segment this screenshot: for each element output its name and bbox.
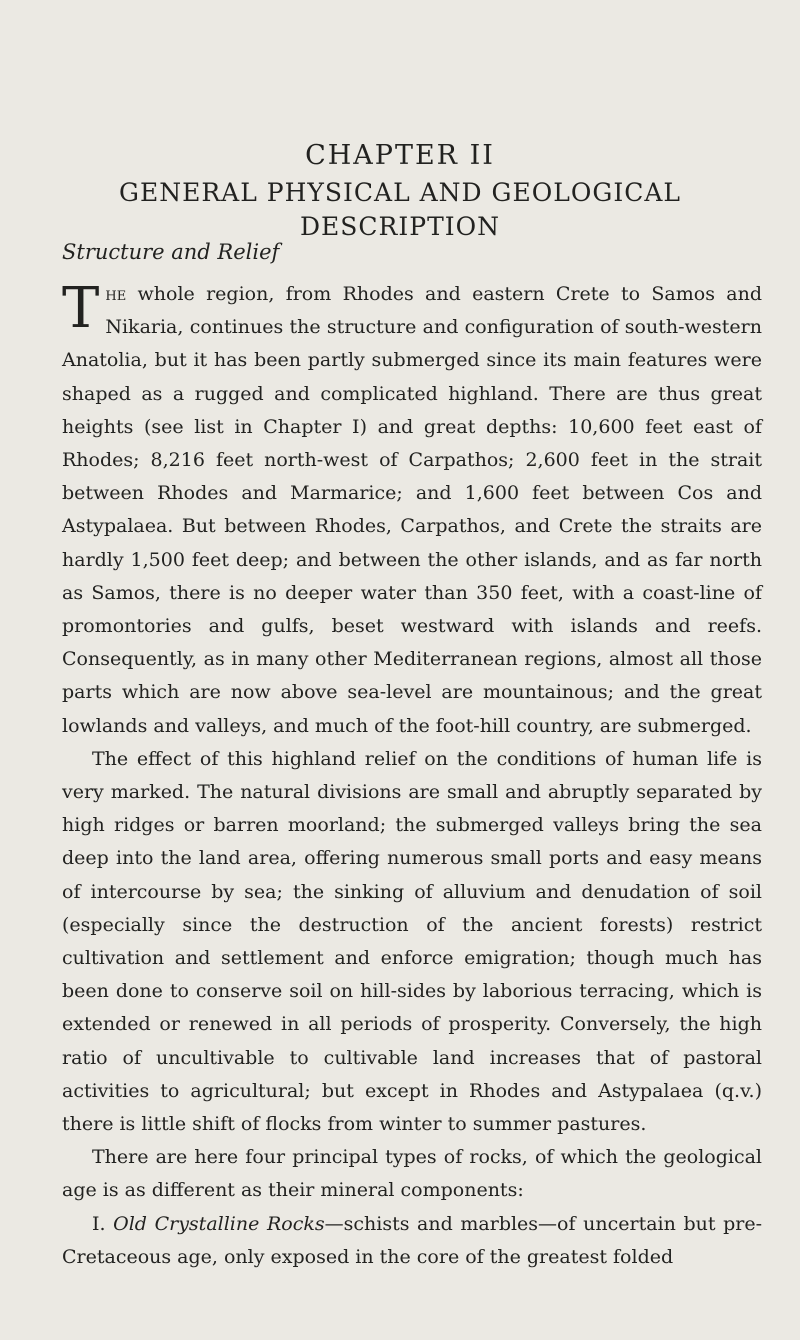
chapter-title-line-1: GENERAL PHYSICAL AND GEOLOGICAL — [119, 178, 681, 207]
paragraph-crystalline-rocks — [62, 1208, 762, 1274]
paragraph-text: whole region, from Rhodes and eastern Crete to Samos and Nikaria, continues the structure and configuration of south-western Anatolia, but it has been partly submerged since its main features were shaped as a rugged and complicated highland. There are thus great heights (see list in Chapter I) and great depths: 10,600 feet east of Rhodes; 8,216 feet north-west of Carpathos; 2,600 feet in the strait between Rhodes and Marmarice; and 1,600 feet between Cos and Astypalaea. But between Rhodes, Carpathos, and Crete the straits are hardly 1,500 feet deep; and between the other islands, and as far north as Samos, there is no deeper water than 350 feet, with a coast-line of promontories and gulfs, beset westward with islands and reefs. Consequently, as in many other Mediterranean regions, almost all those parts which are now above sea-level are mountainous; and the great lowlands and valleys, and much of the foot-hill country, are submerged. — [62, 283, 762, 737]
list-number: I. — [92, 1212, 106, 1235]
rock-type-term: Old Crystalline Rocks — [113, 1212, 325, 1235]
section-heading: Structure and Relief — [62, 240, 280, 264]
paragraph-structure — [62, 278, 762, 743]
drop-cap: T — [62, 276, 100, 341]
paragraph-rock-types: There are here four principal types of rocks, of which the geological age is as different as their mineral components: — [62, 1146, 762, 1202]
lead-small-caps: he — [105, 283, 127, 305]
paragraph-highland-effect: The effect of this highland relief on the conditions of human life is very marked. The natural divisions are small and abruptly separated by high ridges or barren moorland; the submerged valleys bring the sea deep into the land area, offering numerous small ports and easy means of intercourse by sea; the sinking of alluvium and denudation of soil (especially since the destruction of the ancient forests) restrict cultivation and settlement and enforce emigration; though much has been done to conserve soil on hill-sides by laborious terracing, which is extended or renewed in all periods of prosperity. Conversely, the high ratio of uncultivable to cultivable land increases that of pastoral activities to agricultural; but except in Rhodes and Astypalaea (q.v.) there is little shift of flocks from winter to summer pastures. — [62, 747, 762, 1136]
paragraph-text: —schists and marbles—of uncertain but pre-Cretaceous age, only exposed in the core of the greatest folded — [62, 1212, 762, 1268]
body-text — [62, 278, 762, 1274]
chapter-heading: CHAPTER II — [305, 140, 495, 171]
chapter-title-line-2: DESCRIPTION — [300, 212, 500, 241]
